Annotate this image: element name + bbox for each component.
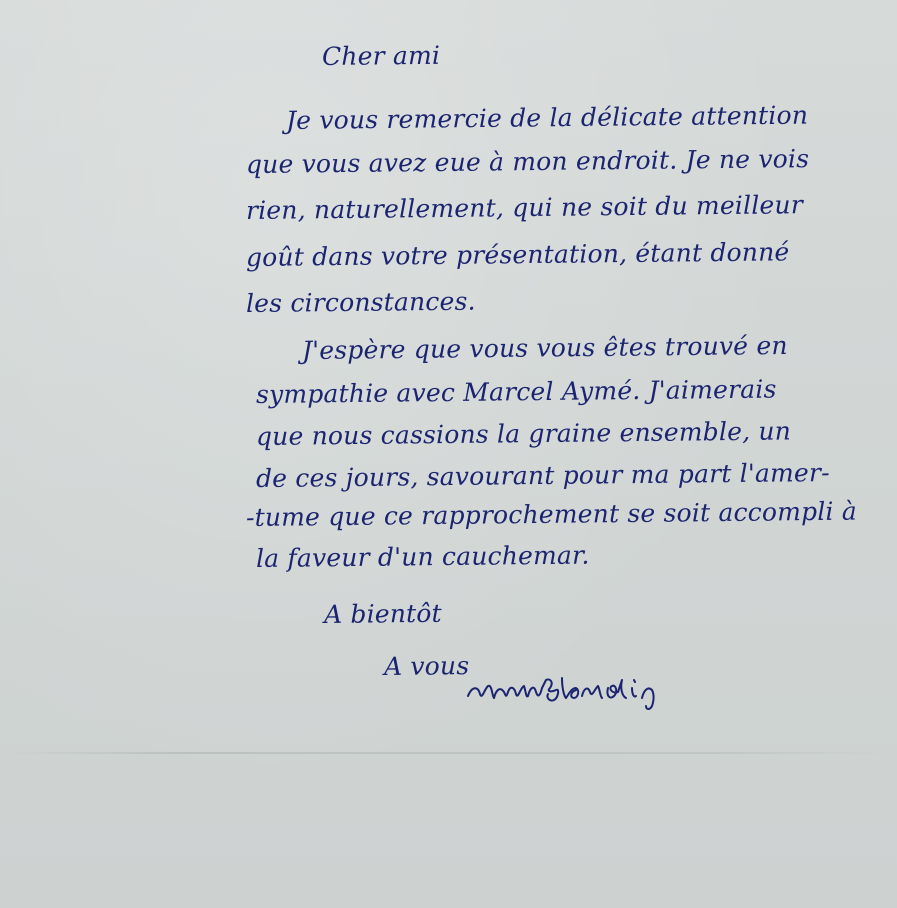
letter-line: les circonstances. bbox=[245, 286, 476, 318]
letter-line: J'espère que vous vous êtes trouvé en bbox=[301, 330, 788, 365]
closing-valediction: A vous bbox=[383, 651, 470, 681]
letter-line: Je vous remercie de la délicate attention bbox=[285, 100, 809, 135]
letter-line: sympathie avec Marcel Aymé. J'aimerais bbox=[255, 374, 777, 409]
letter-line: la faveur d'un cauchemar. bbox=[255, 540, 590, 573]
letter-line: -tume que ce rapprochement se soit accompli à bbox=[245, 496, 858, 532]
handwritten-signature bbox=[466, 670, 688, 712]
letter-line: que vous avez eue à mon endroit. Je ne vois bbox=[245, 144, 810, 179]
salutation: Cher ami bbox=[321, 40, 441, 71]
letter-line: goût dans votre présentation, étant donné bbox=[245, 237, 790, 272]
letter-line: de ces jours, savourant pour ma part l'amer- bbox=[255, 457, 830, 493]
closing-greeting: A bientôt bbox=[323, 598, 442, 629]
paper-fold bbox=[0, 752, 897, 754]
letter-line: rien, naturellement, qui ne soit du meilleur bbox=[245, 190, 804, 225]
letter-line: que nous cassions la graine ensemble, un bbox=[255, 416, 792, 451]
